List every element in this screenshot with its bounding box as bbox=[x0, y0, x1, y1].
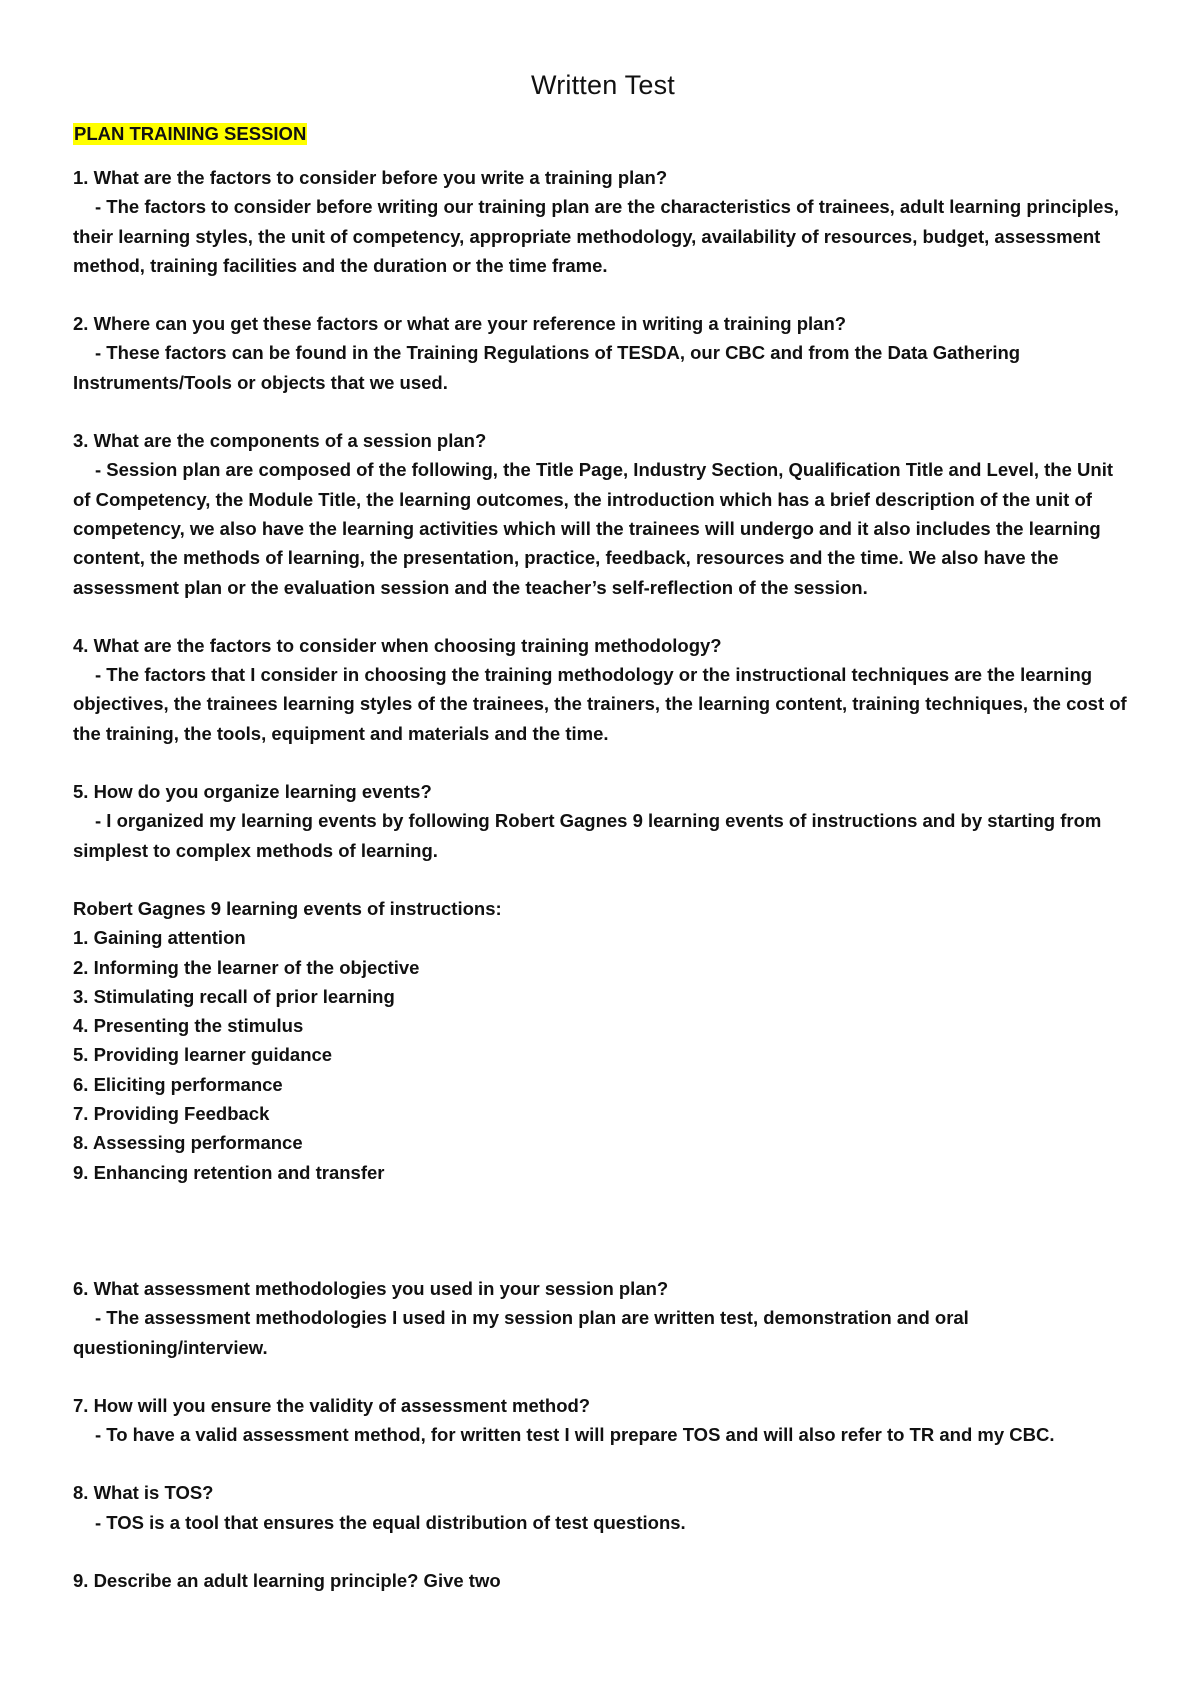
qa-item-1 bbox=[73, 163, 1133, 280]
question-text: 9. Describe an adult learning principle? Give two bbox=[73, 1569, 501, 1591]
list-item: 8. Assessing performance bbox=[73, 1132, 303, 1154]
question-text: 1. What are the factors to consider before you write a training plan? bbox=[73, 167, 668, 188]
list-item: 7. Providing Feedback bbox=[73, 1103, 270, 1125]
answer-text: - The factors that I consider in choosing the training methodology or the instructional techniques are the learning objectives, the trainees learning styles of the trainees, the trainers, the learning content, training techniques, the cost of the training, the tools, equipment and materials and the time. bbox=[73, 664, 1127, 744]
question-text: 5. How do you organize learning events? bbox=[73, 781, 432, 803]
qa-item-3 bbox=[73, 426, 1133, 602]
answer-text: - I organized my learning events by following Robert Gagnes 9 learning events of instructions and by starting from simplest to complex methods of learning. bbox=[73, 810, 1102, 861]
qa-item-2 bbox=[73, 309, 1133, 397]
qa-item-9 bbox=[73, 1566, 1133, 1595]
qa-item-8 bbox=[73, 1478, 1133, 1537]
answer-text: - These factors can be found in the Training Regulations of TESDA, our CBC and from the Data Gathering Instruments/Tools or objects that we used. bbox=[73, 342, 1021, 393]
list-title: Robert Gagnes 9 learning events of instructions: bbox=[73, 897, 502, 919]
list-item: 2. Informing the learner of the objective bbox=[73, 956, 420, 978]
answer-text: - The factors to consider before writing our training plan are the characteristics of trainees, adult learning principles, their learning styles, the unit of competency, appropriate methodology, availability of resources, budget, assessment method, training facilities and the duration or the time frame. bbox=[73, 196, 1119, 276]
answer-text: - To have a valid assessment method, for written test I will prepare TOS and will also refer to TR and my CBC. bbox=[95, 1424, 1055, 1446]
document-title: Written Test bbox=[531, 70, 675, 100]
answer-text: - The assessment methodologies I used in my session plan are written test, demonstration and oral questioning/interview. bbox=[73, 1307, 969, 1358]
list-item: 5. Providing learner guidance bbox=[73, 1044, 333, 1066]
qa-item-6 bbox=[73, 1274, 1133, 1362]
question-text: 4. What are the factors to consider when choosing training methodology? bbox=[73, 634, 722, 656]
list-item: 3. Stimulating recall of prior learning bbox=[73, 985, 395, 1007]
qa-item-4 bbox=[73, 631, 1133, 748]
section-heading-highlighted: PLAN TRAINING SESSION bbox=[74, 123, 307, 144]
list-item: 6. Eliciting performance bbox=[73, 1073, 283, 1095]
qa-item-7 bbox=[73, 1391, 1133, 1450]
question-text: 6. What assessment methodologies you used in your session plan? bbox=[73, 1277, 669, 1299]
gagne-events-list bbox=[73, 894, 1133, 1187]
answer-text: - TOS is a tool that ensures the equal distribution of test questions. bbox=[95, 1511, 686, 1533]
qa-item-5 bbox=[73, 777, 1133, 865]
question-text: 3. What are the components of a session plan? bbox=[73, 430, 487, 452]
question-text: 7. How will you ensure the validity of assessment method? bbox=[73, 1394, 591, 1416]
list-item: 1. Gaining attention bbox=[73, 927, 246, 949]
answer-text: - Session plan are composed of the following, the Title Page, Industry Section, Qualification Title and Level, the Unit of Competency, the Module Title, the learning outcomes, the introduction which has a brief description of the unit of competency, we also have the learning activities which will the trainees will undergo and it also includes the learning content, the methods of learning, the presentation, practice, feedback, resources and the time. We also have the assessment plan or the evaluation session and the teacher’s self-reflection of the session. bbox=[73, 459, 1113, 598]
document-page bbox=[73, 70, 1133, 1595]
question-text: 2. Where can you get these factors or what are your reference in writing a training plan? bbox=[73, 313, 847, 335]
list-item: 4. Presenting the stimulus bbox=[73, 1015, 304, 1037]
question-text: 8. What is TOS? bbox=[73, 1482, 214, 1504]
list-item: 9. Enhancing retention and transfer bbox=[73, 1161, 385, 1183]
